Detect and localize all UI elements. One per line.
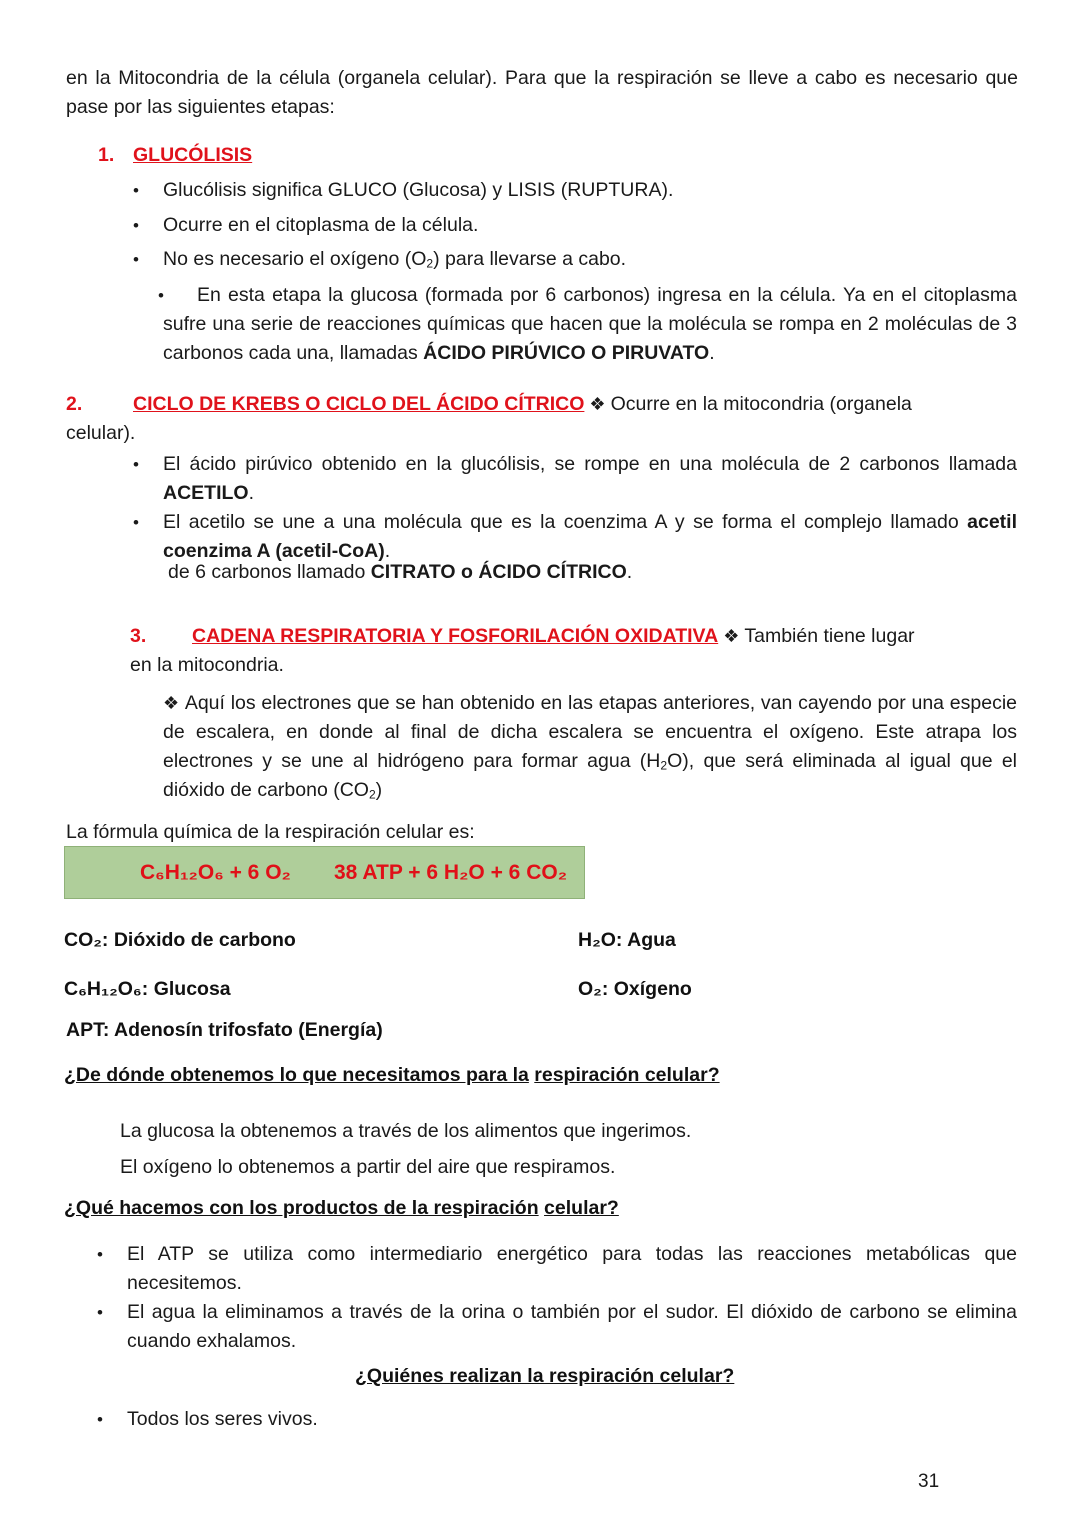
- question-2-seg-2: celular?: [544, 1197, 619, 1219]
- bullet-marker: •: [133, 250, 139, 269]
- formula-lead-in: La fórmula química de la respiración celular es:: [66, 821, 475, 843]
- formula-left: C₆H₁₂O₆ + 6 O₂: [140, 861, 291, 884]
- legend-formula: C₆H₁₂O₆: [64, 978, 142, 1000]
- bullet-text-before: El acetilo se une a una molécula que es la coenzima A y se forma el complejo llamado: [163, 511, 968, 533]
- legend-label: : Glucosa: [141, 978, 231, 1000]
- co2-subscript: 2: [368, 787, 376, 802]
- legend-formula: CO₂: [64, 929, 102, 951]
- legend-h2o: [578, 929, 676, 952]
- step3-title: CADENA RESPIRATORIA Y FOSFORILACIÓN OXIDATIVA: [192, 625, 719, 647]
- bullet-marker: •: [97, 1410, 103, 1429]
- legend-label: : Adenosín trifosfato (Energía): [102, 1019, 383, 1041]
- question-2-seg-1: ¿Qué hacemos con los productos de la respiración: [64, 1197, 539, 1219]
- o2-suffix: ) para llevarse a cabo.: [433, 248, 627, 270]
- bullet-marker: •: [97, 1245, 103, 1264]
- bullet-marker: •: [133, 513, 139, 532]
- bullet-bold: acetil coenzima A (acetil-CoA): [163, 511, 1017, 562]
- answer-1-line-1: La glucosa la obtenemos a través de los alimentos que ingerimos.: [120, 1120, 692, 1142]
- step3-part1: Aquí los electrones que se han obtenido en las etapas anteriores, van cayendo por una especie de escalera, en donde al final de dicha escalera se encuentra el oxígeno. Este atrapa los electrones y se une al hidrógeno para formar agua (H: [163, 692, 1017, 772]
- question-1-seg-2: respiración celular?: [534, 1064, 720, 1086]
- bullet-text-before: El ácido pirúvico obtenido en la glucólisis, se rompe en una molécula de 2 carbonos llamada: [163, 453, 1017, 475]
- step3-continuation: en la mitocondria.: [130, 654, 284, 676]
- legend-formula: APT: [66, 1019, 103, 1041]
- question-3-text: ¿Quiénes realizan la respiración celular?: [355, 1365, 735, 1387]
- legend-formula: O₂: [578, 978, 602, 1000]
- step3-part3: ): [375, 779, 383, 801]
- o2-subscript: 2: [426, 256, 434, 271]
- bullet-marker: •: [97, 1303, 103, 1322]
- question-1-seg-1: ¿De dónde obtenemos lo que necesitamos para la: [64, 1064, 529, 1086]
- step1-bullet-1: Glucólisis significa GLUCO (Glucosa) y LISIS (RUPTURA).: [163, 179, 674, 201]
- extra-line-before: de 6 carbonos llamado: [168, 561, 371, 583]
- extra-line-bold: CITRATO o ÁCIDO CÍTRICO: [370, 561, 627, 583]
- step2-extra-line: [168, 558, 1022, 587]
- intro-paragraph: en la Mitocondria de la célula (organela celular). Para que la respiración se lleve a cabo es necesario que pase por las siguientes etapas:: [66, 67, 1018, 118]
- bullet-text-after: .: [248, 482, 255, 504]
- bullet-marker: •: [133, 455, 139, 474]
- bullet-bold: ACETILO: [163, 482, 249, 504]
- step2-heading-line: [133, 390, 1013, 419]
- step1-number: 1.: [98, 144, 115, 166]
- step1-subbullet: [163, 281, 1017, 368]
- step2-after-title: Ocurre en la mitocondria (organela: [610, 393, 912, 415]
- answer-1-line-2: El oxígeno lo obtenemos a partir del aire que respiramos.: [120, 1156, 616, 1178]
- legend-label: : Oxígeno: [601, 978, 692, 1000]
- step3-number: 3.: [130, 625, 147, 647]
- h2o-subscript: 2: [660, 758, 668, 773]
- legend-o2: [578, 978, 692, 1001]
- step3-heading-line: [192, 622, 1072, 651]
- page-number: 31: [918, 1471, 940, 1492]
- o2-prefix: No es necesario el oxígeno (O: [163, 248, 427, 270]
- question-2: [64, 1197, 619, 1220]
- legend-label: : Agua: [615, 929, 676, 951]
- step2-title: CICLO DE KREBS O CICLO DEL ÁCIDO CÍTRICO: [133, 393, 585, 415]
- step3-after-title: También tiene lugar: [744, 625, 915, 647]
- legend-co2: [64, 929, 296, 952]
- legend-glucose: [64, 978, 231, 1001]
- bullet-marker: •: [133, 216, 139, 235]
- step2-bullet-1: [163, 450, 1017, 508]
- step1-bullet-2: Ocurre en el citoplasma de la célula.: [163, 214, 479, 236]
- step1-bullet-3: [163, 245, 1013, 274]
- diamond-bullet-icon: ❖: [589, 394, 606, 414]
- diamond-bullet-icon: ❖: [723, 626, 740, 646]
- formula-right: 38 ATP + 6 H₂O + 6 CO₂: [334, 861, 568, 884]
- qa2-bullet-1: El ATP se utiliza como intermediario energético para todas las reacciones metabólicas que necesitemos.: [127, 1243, 1017, 1294]
- step3-part2: O), que será eliminada al igual que el dióxido de carbono (CO: [163, 750, 1017, 801]
- subbullet-text-before: En esta etapa la glucosa (formada por 6 carbonos) ingresa en la célula. Ya en el citoplasma sufre una serie de reacciones químicas que hacen que la molécula se rompa en 2 moléculas de 3 carbonos cada una, llamadas: [163, 284, 1017, 364]
- question-3: [355, 1365, 734, 1388]
- legend-formula: H₂O: [578, 929, 616, 951]
- diamond-bullet-icon: ❖: [163, 693, 180, 713]
- extra-line-after: .: [626, 561, 633, 583]
- legend-apt: [66, 1019, 383, 1042]
- bullet-text-after: .: [384, 540, 391, 562]
- qa3-bullet-1: Todos los seres vivos.: [127, 1408, 318, 1430]
- bullet-marker: •: [158, 286, 164, 305]
- subbullet-bold: ÁCIDO PIRÚVICO O PIRUVATO: [423, 342, 710, 364]
- question-1: [64, 1064, 720, 1087]
- step2-number: 2.: [66, 393, 83, 415]
- subbullet-text-after: .: [709, 342, 715, 364]
- qa2-bullet-2: El agua la eliminamos a través de la orina o también por el sudor. El dióxido de carbono se elimina cuando exhalamos.: [127, 1301, 1017, 1352]
- legend-label: : Dióxido de carbono: [101, 929, 296, 951]
- bullet-marker: •: [133, 181, 139, 200]
- step2-continuation: celular).: [66, 422, 136, 444]
- step3-paragraph: [163, 689, 1017, 805]
- step1-title: GLUCÓLISIS: [133, 144, 253, 166]
